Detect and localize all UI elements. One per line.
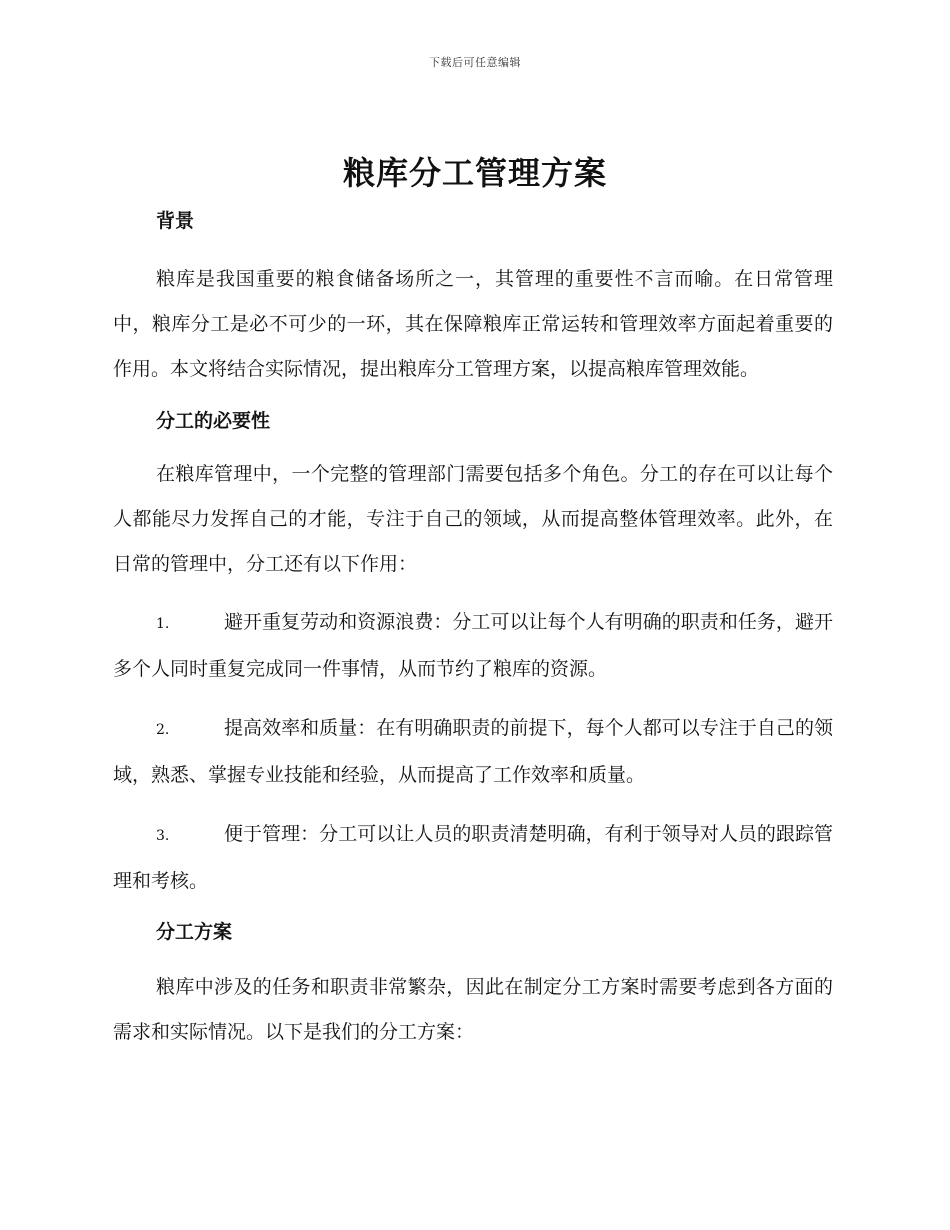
paragraph-plan: 粮库中涉及的任务和职责非常繁杂，因此在制定分工方案时需要考虑到各方面的需求和实际情况。以下是我们的分工方案： <box>113 976 833 1043</box>
list-number: 2. <box>156 722 170 738</box>
section-heading-plan: 分工方案 <box>156 921 233 943</box>
list-item-2 <box>113 706 833 798</box>
paragraph-background: 粮库是我国重要的粮食储备场所之一，其管理的重要性不言而喻。在日常管理中，粮库分工是必不可少的一环，其在保障粮库正常运转和管理效率方面起着重要的作用。本文将结合实际情况，提出粮库分工管理方案，以提高粮库管理效能。 <box>113 268 833 380</box>
list-item-text: 避开重复劳动和资源浪费：分工可以让每个人有明确的职责和任务，避开多个人同时重复完成同一件事情，从而节约了粮库的资源。 <box>113 611 833 680</box>
document-title: 粮库分工管理方案 <box>342 154 607 192</box>
header-note: 下载后可任意编辑 <box>429 56 521 69</box>
list-number: 1. <box>156 616 170 632</box>
section-heading-background: 背景 <box>156 210 195 232</box>
paragraph-necessity: 在粮库管理中，一个完整的管理部门需要包括多个角色。分工的存在可以让每个人都能尽力发挥自己的才能，专注于自己的领域，从而提高整体管理效率。此外，在日常的管理中，分工还有以下作用： <box>113 463 833 575</box>
list-number: 3. <box>156 828 170 844</box>
section-heading-necessity: 分工的必要性 <box>156 410 271 432</box>
list-item-3 <box>113 812 833 904</box>
list-item-text: 便于管理：分工可以让人员的职责清楚明确，有利于领导对人员的跟踪管理和考核。 <box>113 823 833 892</box>
list-item-1 <box>113 600 833 692</box>
list-item-text: 提高效率和质量：在有明确职责的前提下，每个人都可以专注于自己的领域，熟悉、掌握专业技能和经验，从而提高了工作效率和质量。 <box>113 717 833 786</box>
document-body <box>113 203 833 1055</box>
